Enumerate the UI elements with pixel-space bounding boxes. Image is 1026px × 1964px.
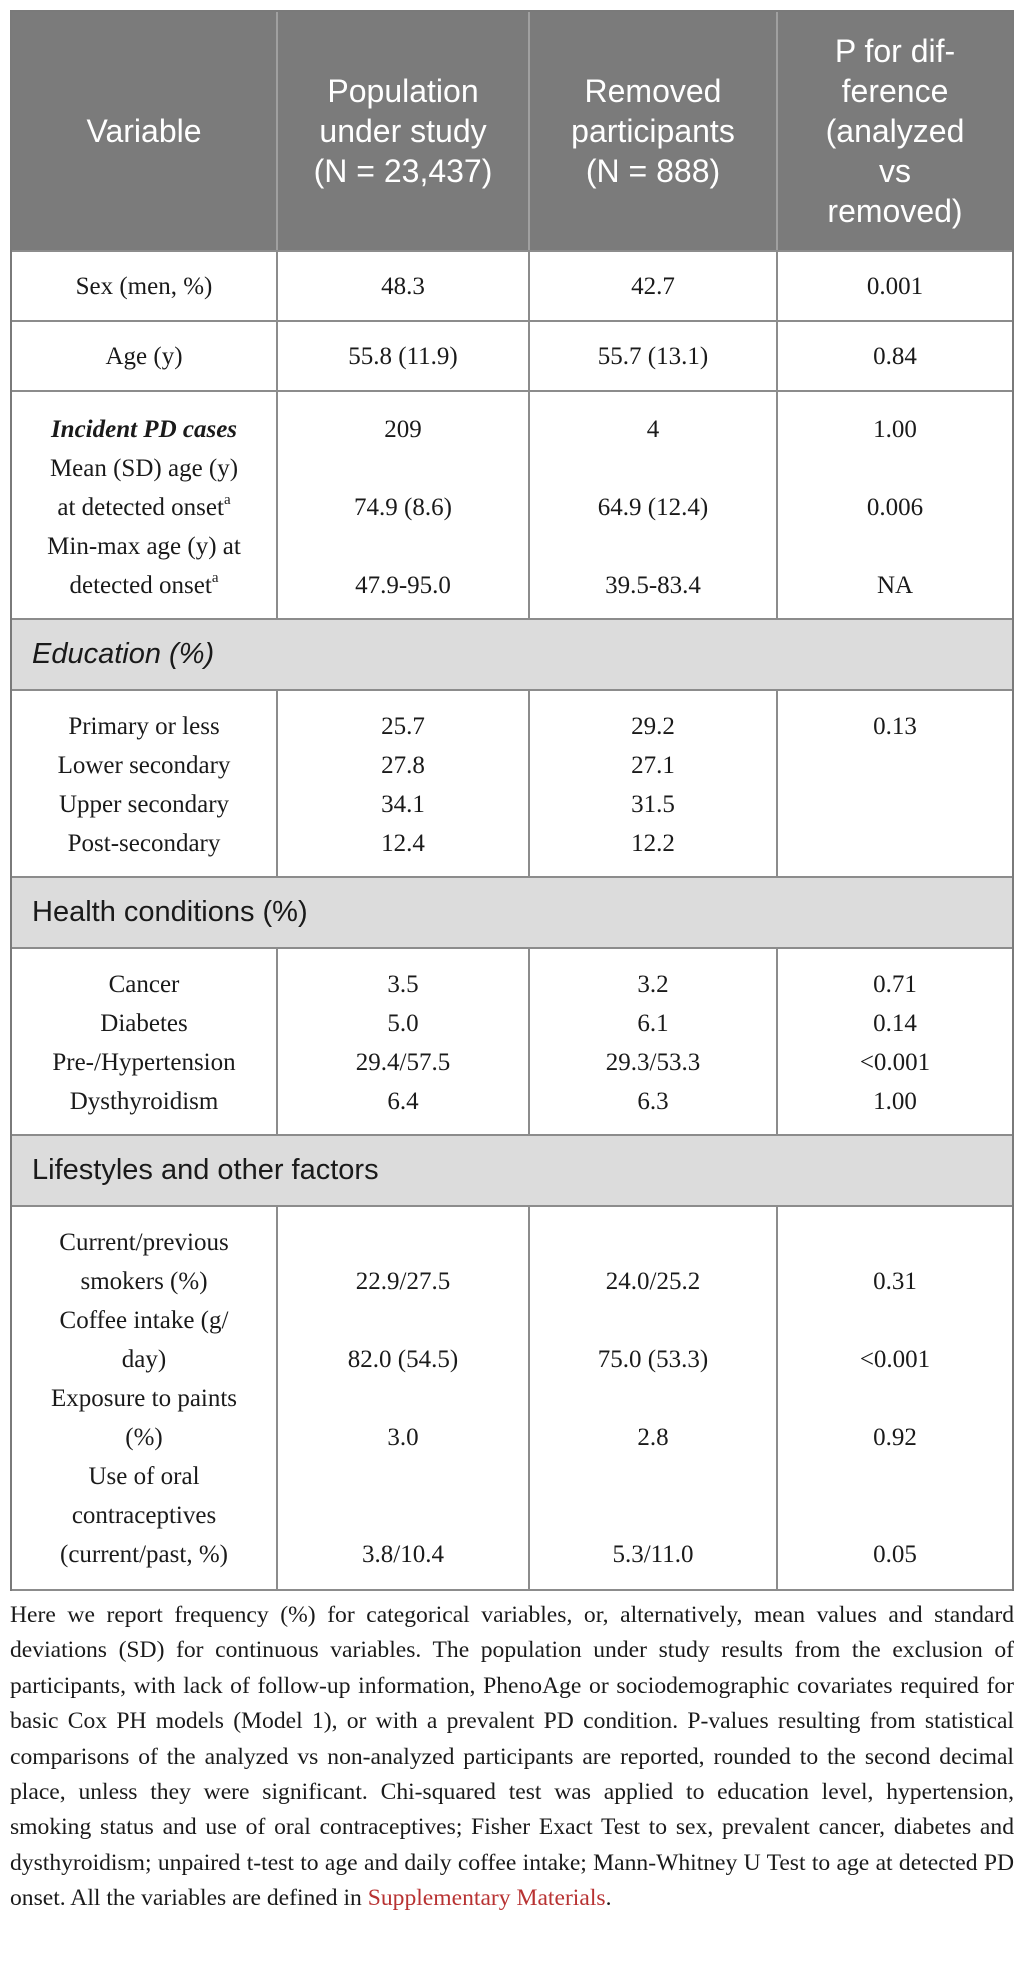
education-rem: 27.1 xyxy=(631,752,675,779)
header-pvalue-line: removed) xyxy=(827,193,963,229)
spacer xyxy=(650,1301,656,1340)
education-label: Lower secondary xyxy=(57,752,231,779)
footnote-end: . xyxy=(605,1885,612,1912)
row-label xyxy=(12,392,278,618)
spacer xyxy=(650,1496,656,1535)
spacer xyxy=(650,1379,656,1418)
education-pop: 25.7 xyxy=(381,713,425,740)
removed-value xyxy=(530,1207,778,1589)
lifestyle-pop: 3.8/10.4 xyxy=(362,1541,444,1568)
population-value xyxy=(278,252,530,320)
spacer xyxy=(892,1379,898,1418)
health-rem: 29.3/53.3 xyxy=(605,1049,701,1076)
spacer xyxy=(892,527,898,566)
header-pvalue xyxy=(778,12,1012,250)
p-value-text: 0.001 xyxy=(866,272,924,300)
spacer xyxy=(892,1223,898,1262)
header-population xyxy=(278,12,530,250)
lifestyle-pop: 22.9/27.5 xyxy=(355,1268,451,1295)
education-rem: 31.5 xyxy=(631,791,675,818)
spacer xyxy=(400,1301,406,1340)
spacer xyxy=(400,449,406,488)
header-population-line: (N = 23,437) xyxy=(313,153,493,189)
header-removed-line: Removed xyxy=(584,73,722,109)
removed-value xyxy=(530,949,778,1134)
removed-value xyxy=(530,322,778,390)
table-row xyxy=(12,949,1012,1136)
population-value xyxy=(278,322,530,390)
lifestyle-label: Use of oral xyxy=(88,1463,200,1490)
pd-minmax-value: 39.5-83.4 xyxy=(605,572,701,599)
spacer xyxy=(650,527,656,566)
lifestyle-label: Coffee intake (g/ xyxy=(59,1307,229,1334)
p-value xyxy=(778,252,1012,320)
lifestyle-rem: 2.8 xyxy=(637,1424,669,1451)
spacer xyxy=(400,1496,406,1535)
header-removed xyxy=(530,12,778,250)
header-pvalue-line: (analyzed xyxy=(825,113,965,149)
header-removed-line: participants xyxy=(571,113,735,149)
health-pop: 29.4/57.5 xyxy=(355,1049,451,1076)
education-pop: 12.4 xyxy=(381,830,425,857)
lifestyle-pop: 3.0 xyxy=(387,1424,419,1451)
lifestyle-label: (%) xyxy=(125,1424,163,1451)
row-label xyxy=(12,691,278,876)
health-p: 1.00 xyxy=(873,1088,917,1115)
spacer xyxy=(892,449,898,488)
table-row xyxy=(12,691,1012,878)
education-pop: 27.8 xyxy=(381,752,425,779)
p-value xyxy=(778,1207,1012,1589)
section-title: Lifestyles and other factors xyxy=(32,1154,379,1186)
health-rem: 6.1 xyxy=(637,1010,669,1037)
spacer xyxy=(650,1223,656,1262)
health-p: 0.14 xyxy=(873,1010,917,1037)
footnote-marker: a xyxy=(211,569,219,586)
lifestyle-label: contraceptives xyxy=(71,1502,217,1529)
lifestyle-rem: 75.0 (53.3) xyxy=(597,1346,709,1373)
p-value-text: 0.84 xyxy=(873,342,917,370)
table-row xyxy=(12,322,1012,392)
health-rem: 3.2 xyxy=(637,971,669,998)
health-pop: 6.4 xyxy=(387,1088,419,1115)
row-label xyxy=(12,949,278,1134)
header-population-line: Population xyxy=(327,73,479,109)
section-title: Health conditions (%) xyxy=(32,896,308,928)
health-label: Diabetes xyxy=(100,1010,188,1037)
removed-value xyxy=(530,691,778,876)
row-label xyxy=(12,252,278,320)
pd-cases-value: 4 xyxy=(646,416,660,443)
pd-minmax-label-text: detected onset xyxy=(69,572,212,599)
lifestyle-p: 0.05 xyxy=(873,1541,917,1568)
pd-minmax-value: 47.9-95.0 xyxy=(355,572,451,599)
table-header-row xyxy=(12,12,1012,252)
spacer xyxy=(892,1496,898,1535)
section-lifestyle xyxy=(12,1136,1012,1207)
table-row xyxy=(12,1207,1012,1591)
population-value-text: 55.8 (11.9) xyxy=(348,342,458,370)
spacer xyxy=(400,527,406,566)
spacer xyxy=(650,449,656,488)
health-label: Cancer xyxy=(108,971,180,998)
health-label: Dysthyroidism xyxy=(69,1088,219,1115)
header-removed-line: (N = 888) xyxy=(585,153,721,189)
education-label: Upper secondary xyxy=(58,791,230,818)
pd-minmax-label-line: Min-max age (y) at xyxy=(47,533,241,560)
education-label: Primary or less xyxy=(68,713,220,740)
lifestyle-p: 0.31 xyxy=(873,1268,917,1295)
education-p: 0.13 xyxy=(873,713,917,740)
lifestyle-p: <0.001 xyxy=(859,1346,931,1373)
header-variable xyxy=(12,12,278,250)
pd-mean-value: 64.9 (12.4) xyxy=(597,494,709,521)
pd-mean-label-line: Mean (SD) age (y) xyxy=(49,455,239,482)
table-footnote xyxy=(10,1598,1014,1917)
pd-mean-label-text: at detected onset xyxy=(57,494,224,521)
spacer xyxy=(400,1223,406,1262)
table-row xyxy=(12,252,1012,322)
lifestyle-label: Current/previous xyxy=(59,1229,229,1256)
pd-cases-value: 209 xyxy=(384,416,422,443)
pd-mean-value: 74.9 (8.6) xyxy=(354,494,452,521)
pd-minmax-p: NA xyxy=(876,572,914,599)
header-pvalue-line: P for dif- xyxy=(834,33,956,69)
section-education xyxy=(12,620,1012,691)
row-label-text: Sex (men, %) xyxy=(75,272,213,300)
pd-cases-label: Incident PD cases xyxy=(50,416,238,443)
education-rem: 29.2 xyxy=(631,713,675,740)
removed-value-text: 42.7 xyxy=(631,272,675,300)
footnote-text: Here we report frequency (%) for categorical variables, or, alternatively, mean values and standard deviations (SD) for continuous variables. The population under study results from the exclusion of participants, with lack of follow-up information, PhenoAge or sociodemographic covariates required for basic Cox PH models (Model 1), or with a prevalent PD condition. P-values resulting from statistical comparisons of the analyzed vs non-analyzed participants are reported, rounded to the second decimal place, unless they were significant. Chi-squared test was applied to education level, hypertension, smoking status and use of oral contraceptives; Fisher Exact Test to sex, prevalent cancer, diabetes and dysthyroidism; unpaired t-test to age and daily coffee intake; Mann-Whitney U Test to age at detected PD onset. All the variables are defined in xyxy=(10,1602,1014,1912)
pd-cases-p: 1.00 xyxy=(873,416,917,443)
population-value xyxy=(278,392,530,618)
health-p: <0.001 xyxy=(859,1049,931,1076)
pd-mean-p: 0.006 xyxy=(866,494,924,521)
p-value xyxy=(778,691,1012,876)
p-value xyxy=(778,322,1012,390)
table-row xyxy=(12,392,1012,620)
education-rem: 12.2 xyxy=(631,830,675,857)
lifestyle-pop: 82.0 (54.5) xyxy=(347,1346,459,1373)
footnote-marker: a xyxy=(223,491,231,508)
population-value xyxy=(278,691,530,876)
row-label-text: Age (y) xyxy=(105,342,183,370)
spacer xyxy=(892,1457,898,1496)
spacer xyxy=(650,1457,656,1496)
population-value xyxy=(278,1207,530,1589)
education-pop: 34.1 xyxy=(381,791,425,818)
header-variable-text: Variable xyxy=(86,113,202,149)
removed-value-text: 55.7 (13.1) xyxy=(597,342,709,370)
removed-value xyxy=(530,252,778,320)
header-population-line: under study xyxy=(319,113,487,149)
health-pop: 3.5 xyxy=(387,971,419,998)
spacer xyxy=(400,1457,406,1496)
population-value-text: 48.3 xyxy=(381,272,425,300)
lifestyle-rem: 24.0/25.2 xyxy=(605,1268,701,1295)
lifestyle-p: 0.92 xyxy=(873,1424,917,1451)
population-value xyxy=(278,949,530,1134)
supplementary-materials-link[interactable]: Supplementary Materials xyxy=(367,1885,606,1912)
health-pop: 5.0 xyxy=(387,1010,419,1037)
spacer xyxy=(892,1301,898,1340)
header-pvalue-line: ference xyxy=(841,73,949,109)
health-p: 0.71 xyxy=(873,971,917,998)
spacer xyxy=(400,1379,406,1418)
p-value xyxy=(778,949,1012,1134)
lifestyle-rem: 5.3/11.0 xyxy=(612,1541,694,1568)
pd-mean-label-line xyxy=(57,488,230,527)
header-pvalue-line: vs xyxy=(879,153,911,189)
section-title: Education (%) xyxy=(32,638,215,670)
education-label: Post-secondary xyxy=(67,830,221,857)
lifestyle-label: smokers (%) xyxy=(80,1268,208,1295)
data-table xyxy=(10,10,1014,1591)
removed-value xyxy=(530,392,778,618)
row-label xyxy=(12,1207,278,1589)
p-value xyxy=(778,392,1012,618)
row-label xyxy=(12,322,278,390)
lifestyle-label: day) xyxy=(121,1346,167,1373)
pd-minmax-label-line xyxy=(70,566,219,605)
health-label: Pre-/Hypertension xyxy=(52,1049,236,1076)
health-rem: 6.3 xyxy=(637,1088,669,1115)
lifestyle-label: (current/past, %) xyxy=(60,1541,228,1568)
section-health xyxy=(12,878,1012,949)
lifestyle-label: Exposure to paints xyxy=(50,1385,238,1412)
